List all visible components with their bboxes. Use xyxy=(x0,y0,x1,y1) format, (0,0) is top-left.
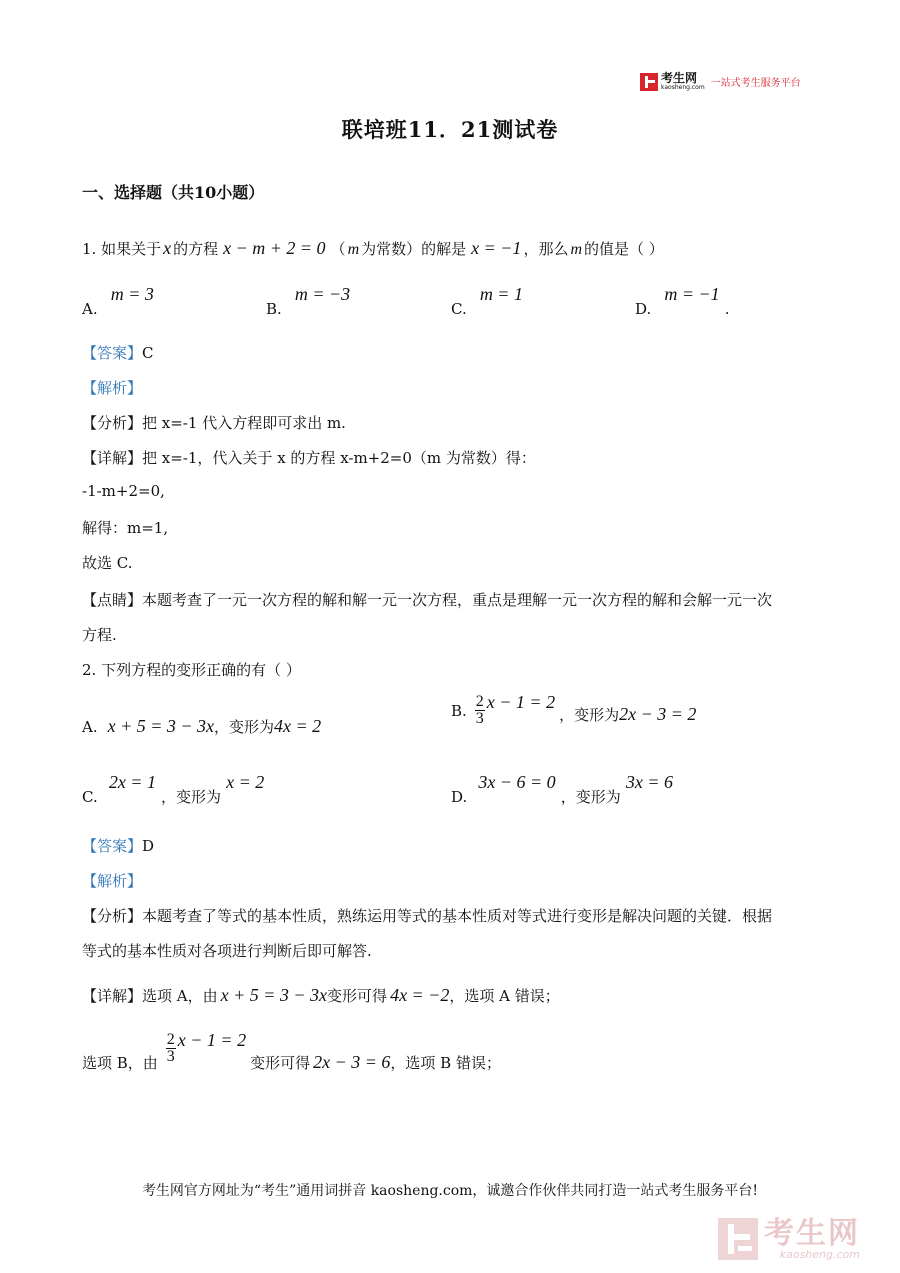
section-heading: 一、选择题（共10小题） xyxy=(82,183,265,202)
q1-option-c xyxy=(451,284,523,318)
q1-option-a xyxy=(82,284,154,318)
answer-value: D xyxy=(142,837,155,855)
option-expr1: 2x = 1 xyxy=(108,772,156,792)
q2-fenxi xyxy=(82,905,772,926)
footer-watermark xyxy=(718,1215,860,1261)
q2-option-b xyxy=(451,694,696,727)
answer-tag: 【答案】 xyxy=(82,837,143,855)
kaosheng-logo-icon xyxy=(640,73,658,91)
option-suffix: . xyxy=(724,300,730,318)
detail-b-expr1: x − 1 = 2 xyxy=(177,1030,247,1050)
detail-b-mid: 变形可得 xyxy=(250,1054,311,1072)
option-expr1: 3x − 6 = 0 xyxy=(478,772,556,792)
fraction xyxy=(166,1032,176,1065)
footer-text: 考生网官方网址为“考生”通用词拼音 kaosheng.com，诚邀合作伙伴共同打造一站式考生服务平台! xyxy=(141,1183,759,1199)
detail-a-pre: 选项 A，由 xyxy=(142,987,218,1005)
q1-m-var: m xyxy=(347,241,360,258)
detail-b-post: ，选项 B 错误； xyxy=(390,1054,501,1072)
q1-step1: -1-m+2=0, xyxy=(82,482,165,500)
option-expr2: x = 2 xyxy=(226,772,265,792)
logo-name: 考生网 xyxy=(661,71,698,85)
fenxi-tag: 【分析】 xyxy=(82,907,143,925)
detail-b-pre: 选项 B，由 xyxy=(82,1054,158,1072)
xiangjie-text: 把 x=-1，代入关于 x 的方程 x-m+2=0（m 为常数）得： xyxy=(142,449,536,467)
fraction xyxy=(475,694,485,727)
detail-a-expr2: 4x = −2 xyxy=(390,985,450,1005)
fenxi-line1: 本题考查了等式的基本性质，熟练运用等式的基本性质对等式进行变形是解决问题的关键．根据 xyxy=(142,907,773,925)
q1-step3: 故选 C. xyxy=(82,554,133,572)
fraction-denominator: 3 xyxy=(475,710,484,727)
option-expr2: 2x − 3 = 2 xyxy=(619,704,697,724)
watermark-name: 考生网 xyxy=(764,1215,860,1251)
q1-answer xyxy=(82,342,154,363)
logo-domain: kaosheng.com xyxy=(661,84,705,91)
dianjing-line1: 本题考查了一元一次方程的解和解一元一次方程，重点是理解一元一次方程的解和会解一元一次 xyxy=(142,591,773,609)
q1-solution: x = −1 xyxy=(471,238,522,258)
q1-m-var2: m xyxy=(570,241,583,258)
option-label: B. xyxy=(266,300,282,318)
document-title: 联培班11．21测试卷 xyxy=(341,117,559,142)
q1-option-b xyxy=(266,284,351,318)
q2-answer xyxy=(82,835,154,856)
detail-b-expr2: 2x − 3 = 6 xyxy=(313,1052,391,1072)
q2-option-c xyxy=(82,772,265,806)
option-expr2: 4x = 2 xyxy=(274,716,322,736)
fenxi-text: 把 x=-1 代入方程即可求出 m. xyxy=(142,414,346,432)
option-expr2: 3x = 6 xyxy=(625,772,673,792)
option-expr: m = 1 xyxy=(479,284,523,304)
q2-stem: 2. 下列方程的变形正确的有（ ） xyxy=(82,661,301,679)
option-label: D. xyxy=(451,788,468,806)
q1-prefix: 1. 如果关于 xyxy=(82,240,162,258)
q1-mid1: 的方程 xyxy=(173,240,219,258)
q2-detail-b xyxy=(82,1030,501,1072)
q2-option-d xyxy=(451,772,673,806)
q1-equation: x − m + 2 = 0 xyxy=(223,238,326,258)
header-logo xyxy=(640,72,801,91)
detail-a-post: ，选项 A 错误； xyxy=(449,987,560,1005)
option-label: A. xyxy=(82,717,98,736)
q1-paren-open: （ xyxy=(330,240,346,258)
q1-paren-text: 为常数）的解是 xyxy=(361,240,467,258)
fraction-numerator: 2 xyxy=(166,1031,175,1048)
q2-fenxi-line2: 等式的基本性质对各项进行判断后即可解答. xyxy=(82,942,372,960)
q1-xiangjie xyxy=(82,447,536,468)
fenxi-tag: 【分析】 xyxy=(82,414,143,432)
option-expr1: x + 5 = 3 − 3x xyxy=(107,716,215,736)
option-mid: ，变形为 xyxy=(559,706,620,724)
option-expr: m = −3 xyxy=(294,284,351,304)
detail-a-mid: 变形可得 xyxy=(327,987,388,1005)
xiangjie-tag: 【详解】 xyxy=(82,449,143,467)
q2-detail-a xyxy=(82,985,560,1006)
dianjing-tag: 【点睛】 xyxy=(82,591,143,609)
detail-a-expr1: x + 5 = 3 − 3x xyxy=(220,985,328,1005)
option-expr: m = 3 xyxy=(110,284,154,304)
watermark-domain: kaosheng.com xyxy=(779,1247,860,1261)
option-label: B. xyxy=(451,701,467,720)
answer-value: C xyxy=(142,344,154,362)
q1-stem xyxy=(82,238,664,259)
q1-step2: 解得：m=1, xyxy=(82,519,169,537)
answer-tag: 【答案】 xyxy=(82,344,143,362)
q1-dianjing-line2: 方程. xyxy=(82,626,117,644)
xiangjie-tag: 【详解】 xyxy=(82,987,143,1005)
option-label: C. xyxy=(82,788,98,806)
option-label: D. xyxy=(635,300,652,318)
option-mid: ，变形为 xyxy=(560,788,621,806)
option-mid: ，变形为 xyxy=(214,718,275,736)
option-label: A. xyxy=(82,300,98,318)
q1-analysis-tag: 【解析】 xyxy=(82,379,143,397)
option-expr: m = −1 xyxy=(664,284,720,304)
q1-tail2: 的值是（ ） xyxy=(584,240,664,258)
q1-x-var: x xyxy=(163,238,172,258)
option-label: C. xyxy=(451,300,467,318)
q2-analysis-tag: 【解析】 xyxy=(82,872,143,890)
option-mid: ，变形为 xyxy=(161,788,222,806)
fraction-numerator: 2 xyxy=(475,693,484,710)
q2-option-a xyxy=(82,716,321,737)
option-expr1: x − 1 = 2 xyxy=(486,692,556,712)
watermark-logo-icon xyxy=(718,1218,758,1260)
q1-option-d xyxy=(635,284,730,318)
q1-dianjing xyxy=(82,589,772,610)
q1-tail1: ，那么 xyxy=(523,240,569,258)
fraction-denominator: 3 xyxy=(166,1048,175,1065)
logo-slogan: 一站式考生服务平台 xyxy=(710,78,801,89)
q1-fenxi xyxy=(82,412,346,433)
